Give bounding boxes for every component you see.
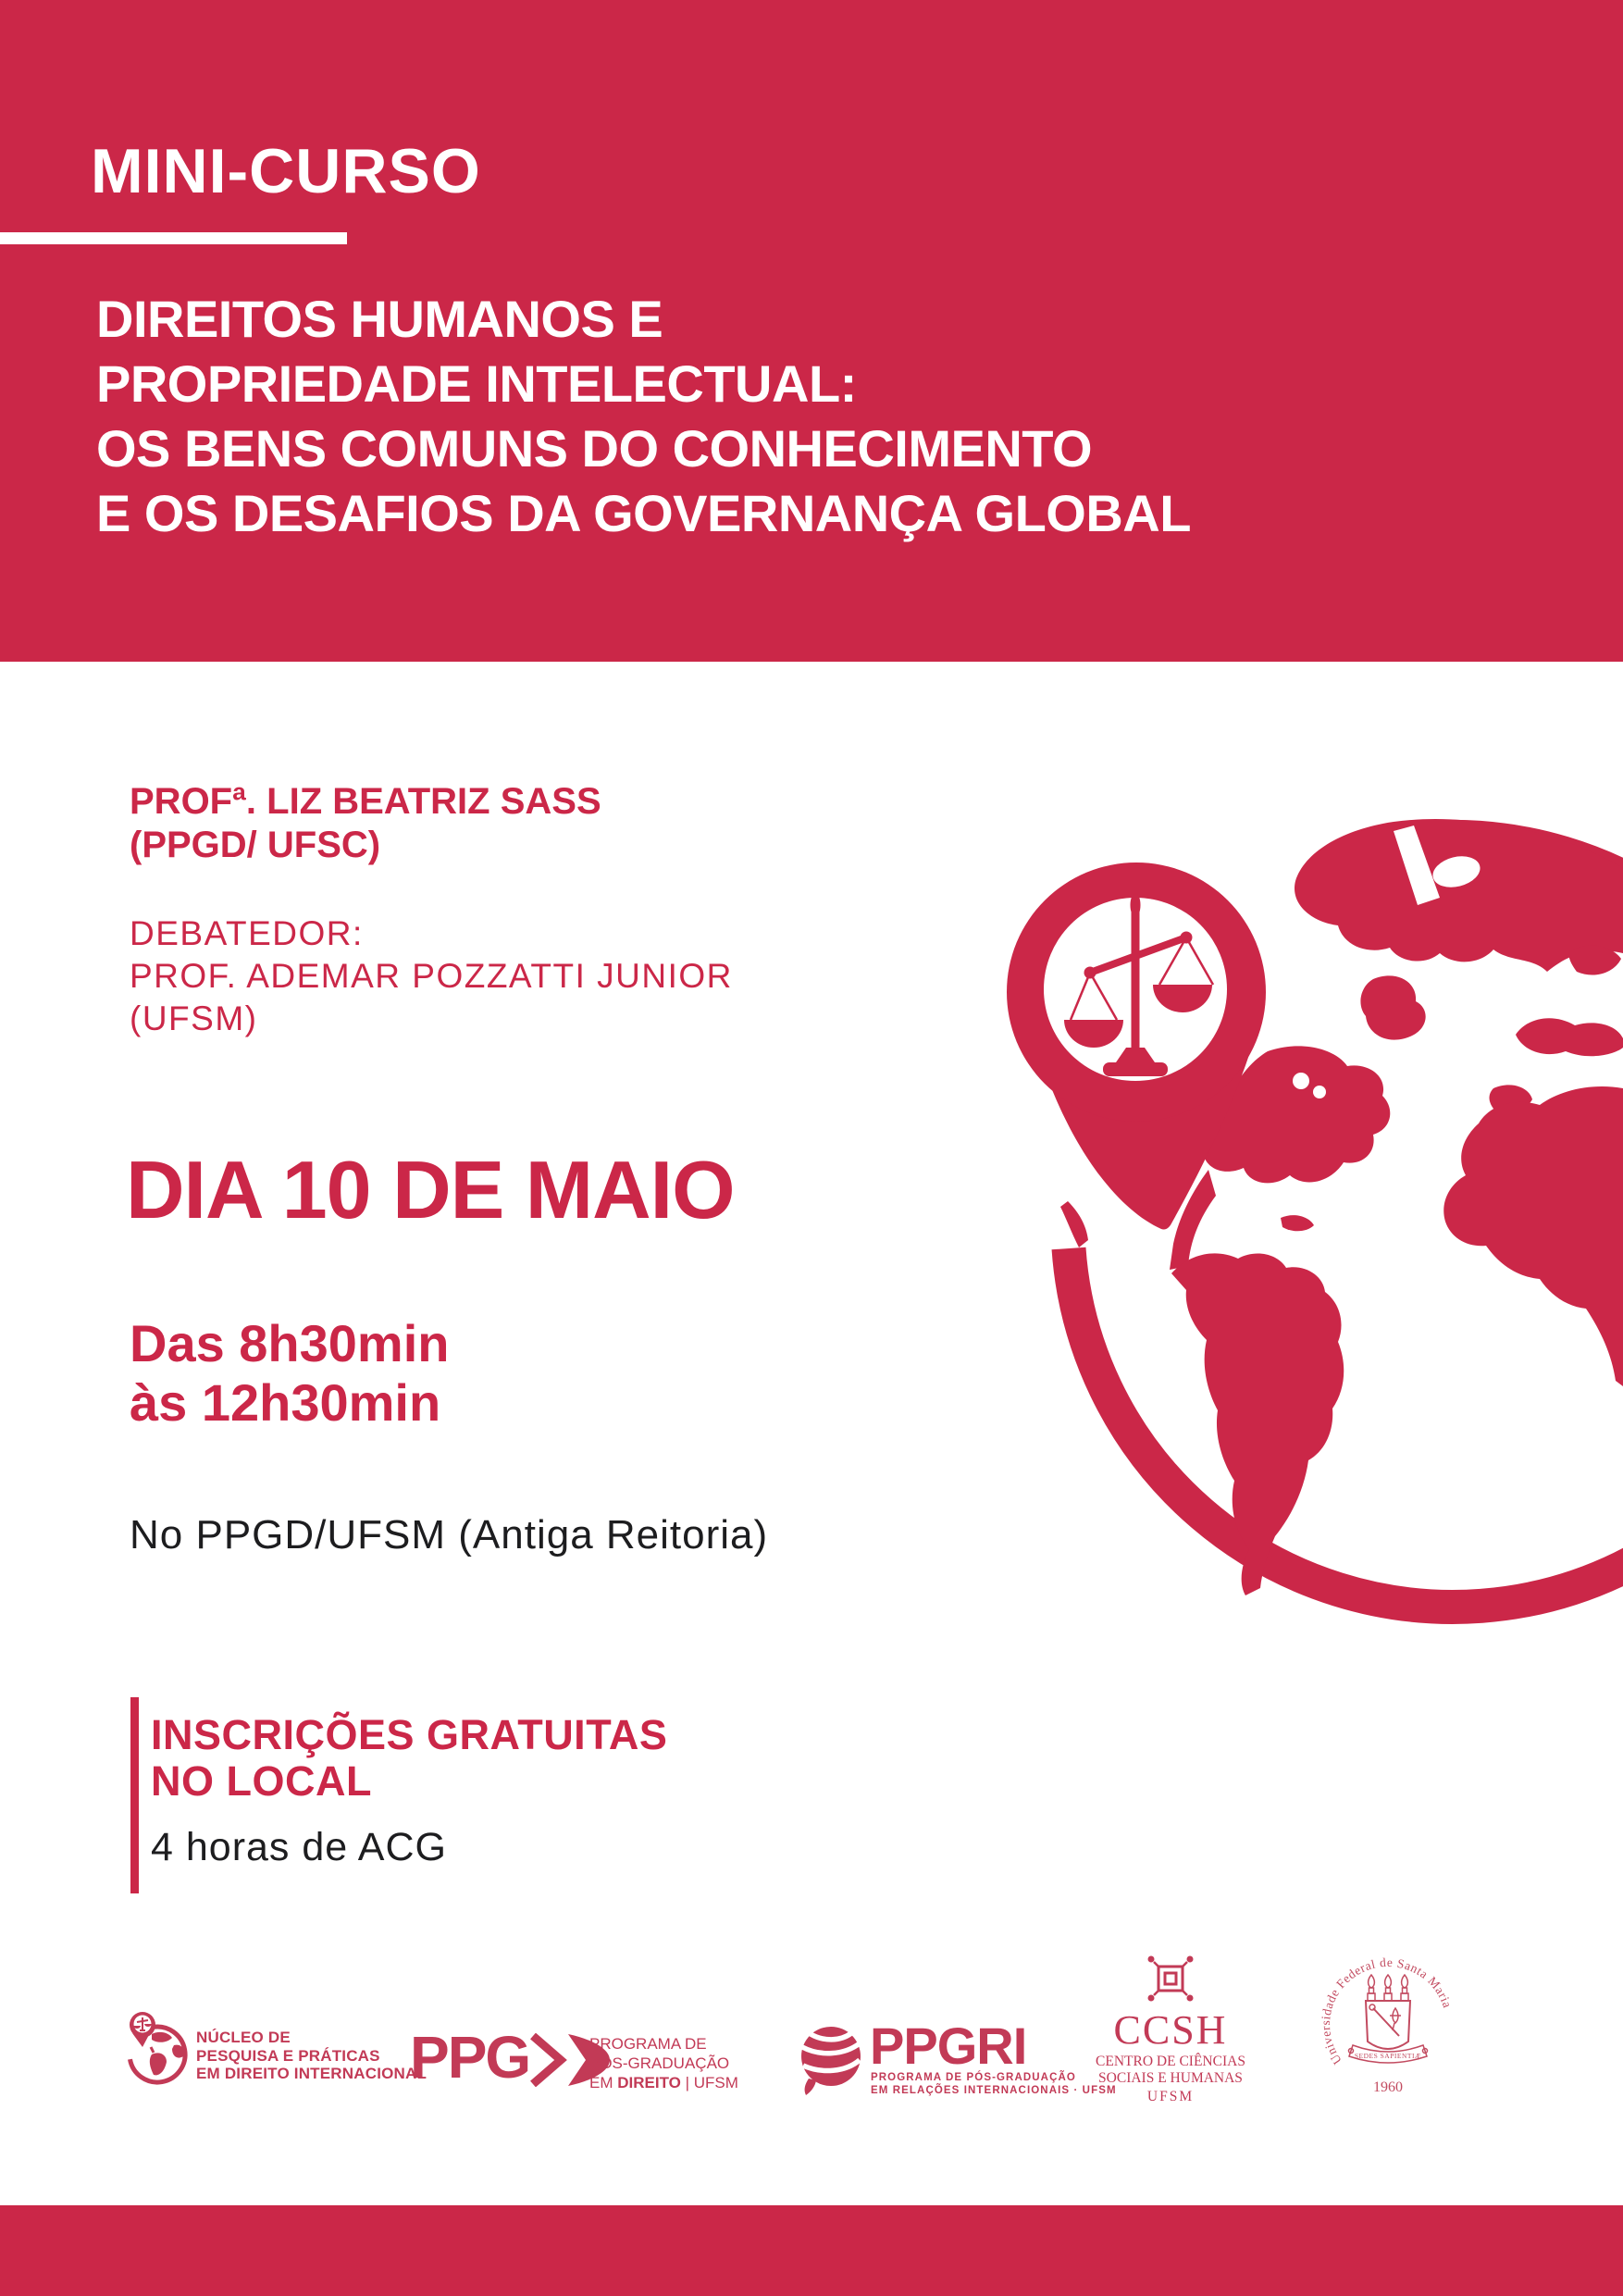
npdi-logo-text [196,2029,427,2083]
event-title [96,287,1191,546]
seal-ring-text: Universidade Federal de Santa Maria [1318,1955,1456,2067]
acg-credit: 4 horas de ACG [151,1825,447,1869]
time-line-2: às 12h30min [130,1373,441,1432]
npdi-globe-pin-icon [120,2006,194,2095]
event-time [130,1314,450,1433]
title-line-3: OS BENS COMUNS DO CONHECIMENTO [96,419,1093,478]
title-line-2: PROPRIEDADE INTELECTUAL: [96,354,857,413]
header-band [0,0,1623,662]
debater-block [130,912,733,1040]
ppgri-sphere-icon [799,2025,862,2097]
globe-pin-illustration [975,814,1623,1638]
registration-line-2: NO LOCAL [151,1757,372,1805]
event-date: DIA 10 DE MAIO [126,1144,735,1235]
speaker-affiliation: (PPGD/ UFSC) [130,825,381,865]
ppg-logo-text [589,2034,738,2092]
time-line-1: Das 8h30min [130,1314,450,1372]
ufsm-seal [1314,1955,1462,2101]
npdi-line-1: NÚCLEO DE [196,2029,291,2046]
title-line-4: E OS DESAFIOS DA GOVERNANÇA GLOBAL [96,484,1191,542]
registration-line-1: INSCRIÇÕES GRATUITAS [151,1711,668,1758]
location-pin [1007,863,1266,1230]
speaker-block [130,780,601,867]
seal-year: 1960 [1373,2079,1403,2095]
ppgri-logo-text [871,2071,1117,2097]
continent-africa-europe [1443,946,1623,1386]
ccsh-line-3: UFSM [1146,2089,1195,2104]
ccsh-frame-icon [1146,1955,1195,2003]
title-line-1: DIREITOS HUMANOS E [96,290,663,348]
debater-affiliation: (UFSM) [130,999,258,1037]
debater-name: PROF. ADEMAR POZZATTI JUNIOR [130,957,733,995]
registration-block [151,1712,667,1805]
continent-south-america [1171,1253,1344,1595]
svg-text:Universidade Federal de Santa [1319,1955,1455,2067]
ppg-line-2: PÓS-GRADUAÇÃO [589,2054,730,2072]
ppg-line-1: PROGRAMA DE [589,2035,707,2053]
ppgri-acronym: PPGRI [870,2017,1027,2075]
ccsh-acronym: CCSH [1113,2007,1228,2053]
ppg-line-3: EM DIREITO | UFSM [589,2074,738,2091]
ppgri-line-1: PROGRAMA DE PÓS-GRADUAÇÃO [871,2072,1076,2083]
ccsh-line-2: SOCIAIS E HUMANAS [1098,2069,1243,2086]
npdi-line-3: EM DIREITO INTERNACIONAL [196,2065,427,2082]
ccsh-logo [1092,1955,1249,2105]
ccsh-line-1: CENTRO DE CIÊNCIAS [1096,2054,1245,2069]
registration-accent-bar [130,1697,139,1893]
speaker-name: PROFª. LIZ BEATRIZ SASS [130,781,601,822]
npdi-line-2: PESQUISA E PRÁTICAS [196,2046,380,2065]
ppg-acronym: PPG [410,2024,530,2091]
kicker-underline [0,232,347,244]
ppgri-line-2: EM RELAÇÕES INTERNACIONAIS · UFSM [871,2085,1117,2096]
seal-crest [1349,1975,1428,2063]
debater-label: DEBATEDOR: [130,914,364,952]
kicker-mini-curso: MINI-CURSO [91,136,481,206]
seal-motto: SEDES SAPIENTIÆ [1354,2052,1422,2060]
bottom-band [0,2205,1623,2296]
event-location: No PPGD/UFSM (Antiga Reitoria) [130,1512,769,1558]
